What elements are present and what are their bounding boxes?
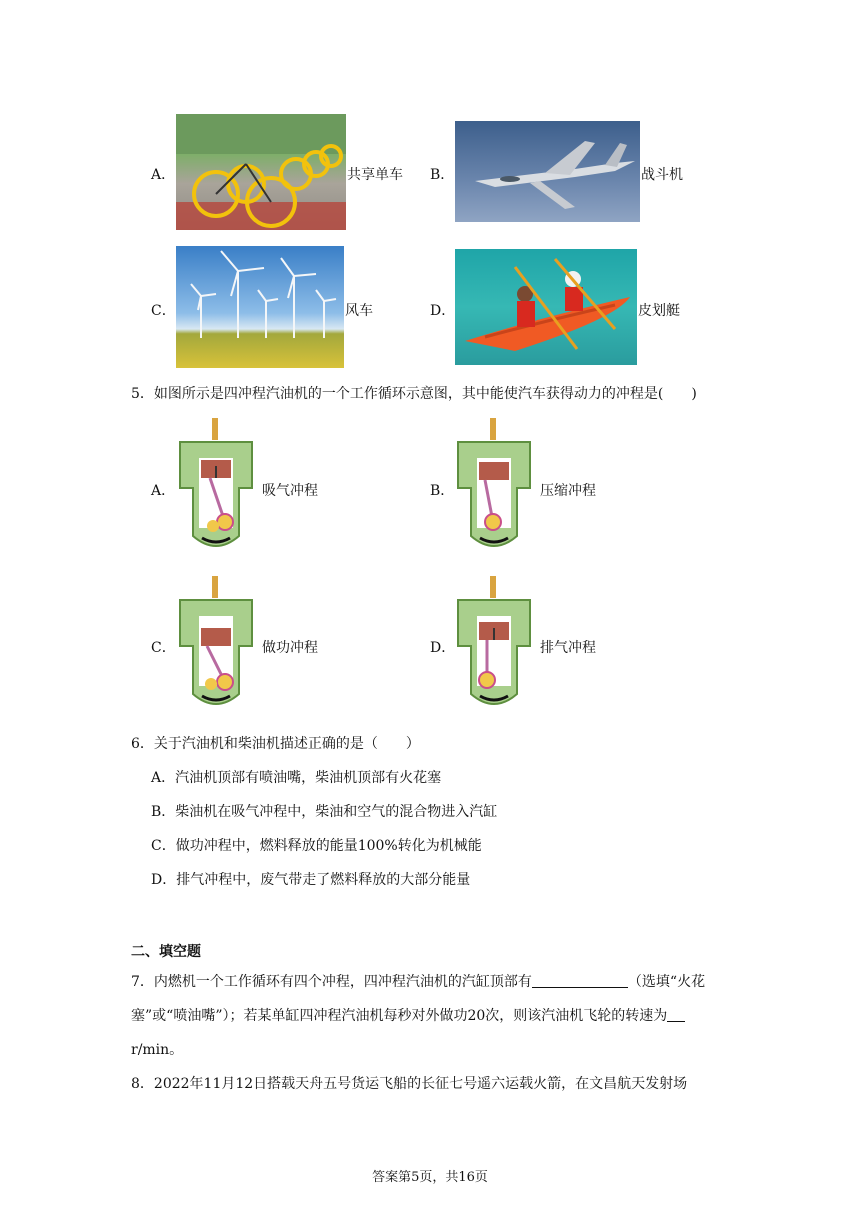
q5-option-caption-b: 压缩冲程: [540, 483, 596, 499]
q5-option-letter-d: D．: [430, 640, 456, 656]
exhaust-stroke-diagram: [455, 576, 533, 712]
q5-option-letter-a: A．: [151, 483, 176, 499]
option-caption-c: 风车: [345, 303, 373, 319]
question-6-stem: 6．关于汽油机和柴油机描述正确的是（ ）: [131, 736, 420, 752]
page-footer: 答案第5页，共16页: [372, 1170, 488, 1185]
kayak-photo: [455, 249, 637, 365]
q5-option-caption-d: 排气冲程: [540, 640, 596, 656]
shared-bicycles-photo: [176, 114, 346, 230]
q6-option-c: C．做功冲程中，燃料释放的能量100%转化为机械能: [151, 838, 482, 854]
option-letter-d: D．: [430, 303, 456, 319]
question-5-stem: 5．如图所示是四冲程汽油机的一个工作循环示意图，其中能使汽车获得动力的冲程是( ): [131, 386, 697, 402]
q7-blank-2[interactable]: [667, 1007, 685, 1022]
option-letter-c: C．: [151, 303, 176, 319]
q5-option-caption-a: 吸气冲程: [262, 483, 318, 499]
fighter-jet-photo: [455, 121, 640, 222]
question-7-line-2: [131, 1005, 685, 1025]
option-caption-d: 皮划艇: [638, 303, 680, 319]
question-7-line-1: [131, 971, 705, 991]
q5-option-caption-c: 做功冲程: [262, 640, 318, 656]
jet-illustration: [455, 121, 640, 222]
intake-stroke-diagram: [177, 418, 255, 554]
kayak-illustration: [455, 249, 637, 365]
q6-option-d: D．排气冲程中，废气带走了燃料释放的大部分能量: [151, 872, 471, 888]
wind-turbines-photo: [176, 246, 344, 368]
q7-text-part-1: 7．内燃机一个工作循环有四个冲程，四冲程汽油机的汽缸顶部有: [131, 974, 532, 990]
q7-text-part-2: （选填“火花: [627, 974, 706, 990]
option-caption-b: 战斗机: [641, 167, 683, 183]
compression-stroke-diagram: [455, 418, 533, 554]
section-title: 二、填空题: [131, 944, 201, 960]
bicycles-illustration: [176, 114, 346, 230]
q5-option-letter-c: C．: [151, 640, 176, 656]
power-stroke-diagram: [177, 576, 255, 712]
option-letter-b: B．: [430, 167, 455, 183]
option-caption-a: 共享单车: [347, 167, 403, 183]
question-7-line-3: r/min。: [131, 1042, 184, 1058]
q7-blank-1[interactable]: [532, 973, 628, 988]
q6-option-b: B．柴油机在吸气冲程中，柴油和空气的混合物进入汽缸: [151, 804, 498, 820]
turbines-illustration: [176, 246, 344, 368]
q7-text-part-3: 塞”或“喷油嘴”）；若某单缸四冲程汽油机每秒对外做功20次，则该汽油机飞轮的转速为: [131, 1008, 668, 1024]
q5-option-letter-b: B．: [430, 483, 455, 499]
option-letter-a: A．: [151, 167, 176, 183]
question-8-line-1: 8．2022年11月12日搭载天舟五号货运飞船的长征七号遥六运载火箭，在文昌航天发射场: [131, 1076, 688, 1092]
q6-option-a: A．汽油机顶部有喷油嘴，柴油机顶部有火花塞: [151, 770, 442, 786]
